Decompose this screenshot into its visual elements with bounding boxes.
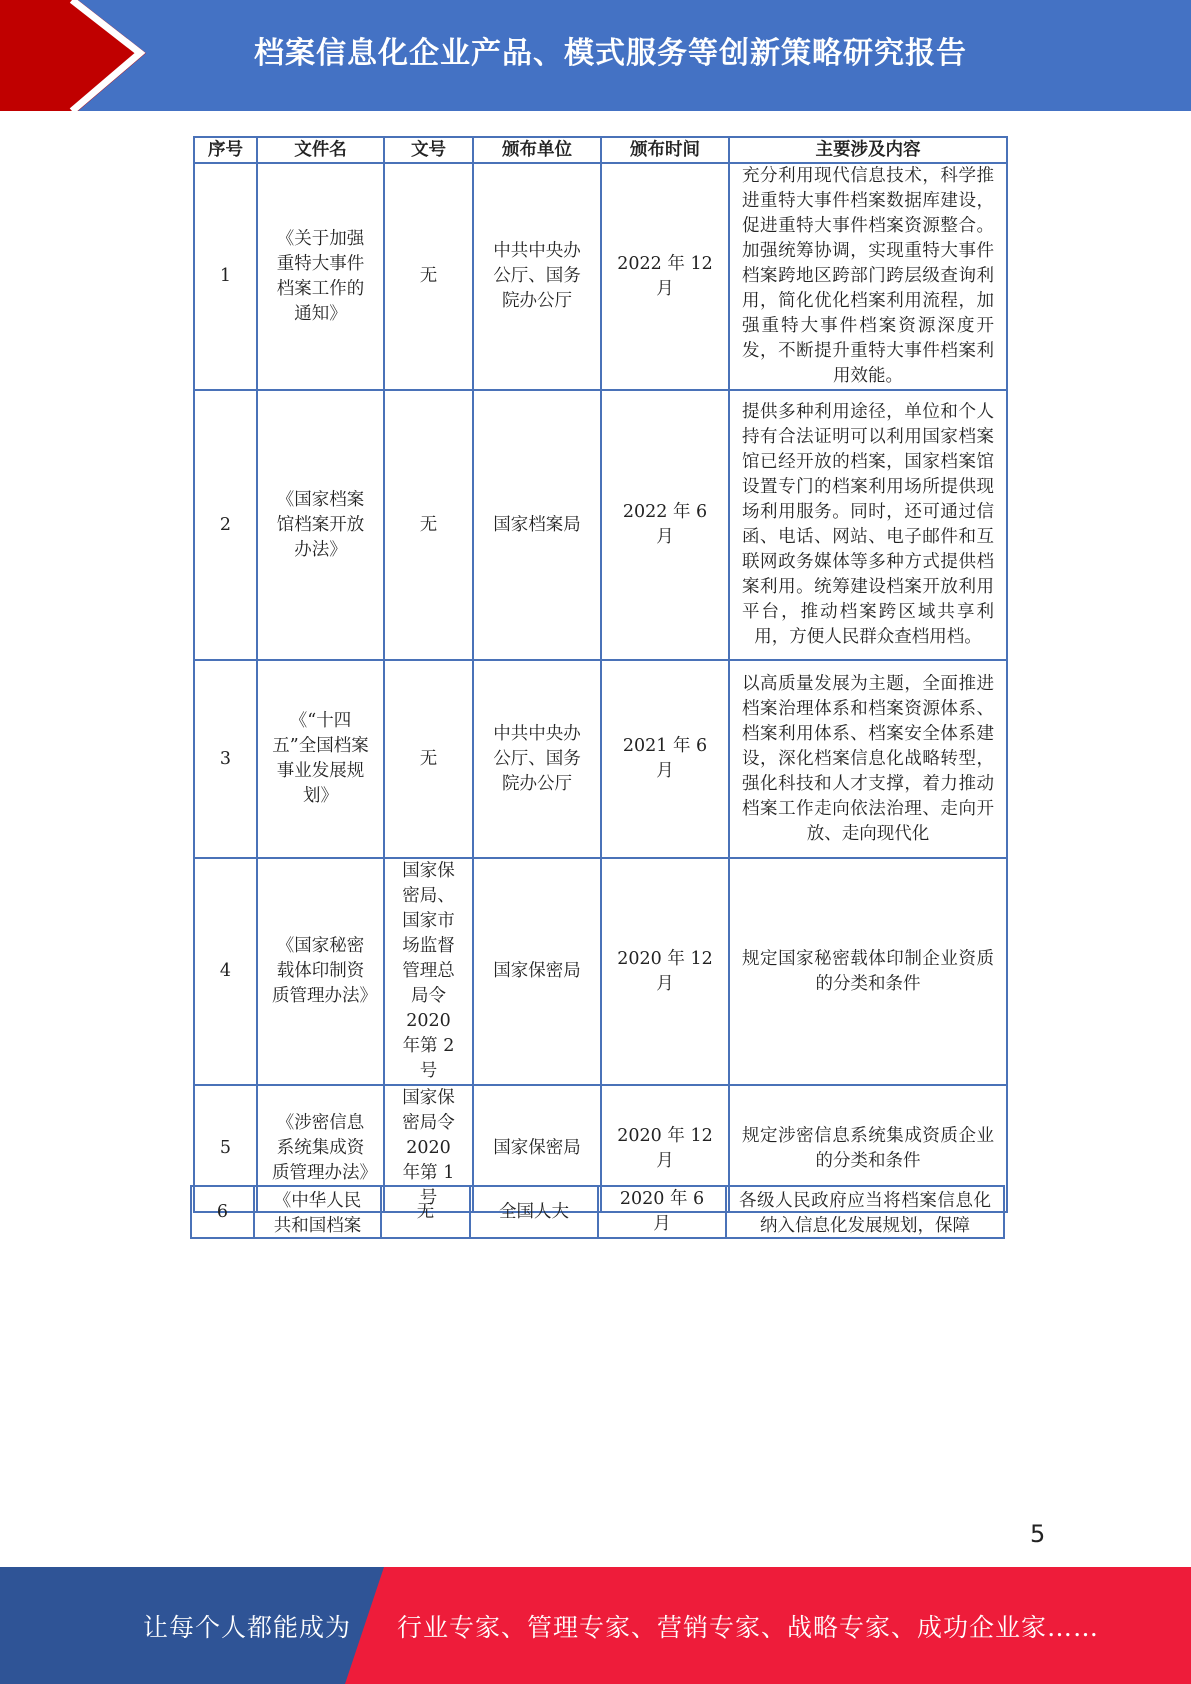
cell-name-text: 《中华人民共和国档案 (273, 1191, 362, 1236)
cell-no: 3 (194, 660, 257, 858)
table-row (194, 660, 1007, 858)
cell-content: 提供多种利用途径，单位和个人持有合法证明可以利用国家档案馆已经开放的档案，国家档案馆设置专门的档案利用场所提供现场利用服务。同时，还可通过信函、电话、网站、电子邮件和互联网政务媒体等多种方式提供档案利用。统筹建设档案开放利用平台，推动档案跨区域共享利用，方便人民群众查档用档。 (729, 390, 1007, 660)
cell-no: 6 (191, 1186, 254, 1238)
cell-name: 《“十四五”全国档案事业发展规划》 (257, 660, 384, 858)
cell-name (254, 1186, 381, 1238)
cell-docno: 无 (384, 390, 473, 660)
table-row (191, 1186, 1004, 1238)
regulations-table-continued (190, 1185, 1005, 1239)
cell-time: 2020 年 12 月 (601, 1085, 729, 1212)
cell-name: 《关于加强重特大事件档案工作的通知》 (257, 163, 384, 390)
table-row (194, 390, 1007, 660)
header-no: 序号 (194, 137, 257, 163)
cell-content: 规定国家秘密载体印制企业资质的分类和条件 (729, 858, 1007, 1085)
regulations-table (193, 136, 1008, 1213)
cell-unit: 全国人大 (470, 1186, 598, 1238)
cell-docno: 国家保密局、国家市场监督管理总局令 2020 年第 2 号 (384, 858, 473, 1085)
header-time: 颁布时间 (601, 137, 729, 163)
cell-content-text: 各级人民政府应当将档案信息化纳入信息化发展规划，保障 (739, 1191, 991, 1236)
cell-no: 4 (194, 858, 257, 1085)
cell-no: 5 (194, 1085, 257, 1212)
table-header-row (194, 137, 1007, 163)
cell-unit: 国家档案局 (473, 390, 601, 660)
cell-docno: 无 (384, 660, 473, 858)
cell-time: 2022 年 6 月 (601, 390, 729, 660)
cell-unit: 中共中央办公厅、国务院办公厅 (473, 660, 601, 858)
cell-no: 2 (194, 390, 257, 660)
table-row (194, 163, 1007, 390)
cell-time: 2022 年 12 月 (601, 163, 729, 390)
cell-unit: 国家保密局 (473, 1085, 601, 1212)
cell-unit: 国家保密局 (473, 858, 601, 1085)
cell-content: 以高质量发展为主题，全面推进档案治理体系和档案资源体系、档案利用体系、档案安全体系建设，深化档案信息化战略转型，强化科技和人才支撑，着力推动档案工作走向依法治理、走向开放、走向现代化 (729, 660, 1007, 858)
cell-name: 《国家档案馆档案开放办法》 (257, 390, 384, 660)
cell-time: 2020 年 6 月 (598, 1186, 726, 1238)
cell-content: 规定涉密信息系统集成资质企业的分类和条件 (729, 1085, 1007, 1212)
cell-docno: 无 (381, 1186, 470, 1238)
cell-name: 《国家秘密载体印制资质管理办法》 (257, 858, 384, 1085)
page-header (0, 0, 1191, 111)
cell-unit: 中共中央办公厅、国务院办公厅 (473, 163, 601, 390)
cell-time: 2021 年 6 月 (601, 660, 729, 858)
footer-slogan-right: 行业专家、管理专家、营销专家、战略专家、成功企业家…… (397, 1612, 1100, 1642)
table-row (194, 858, 1007, 1085)
cell-content: 充分利用现代信息技术，科学推进重特大事件档案数据库建设，促进重特大事件档案资源整合。加强统筹协调，实现重特大事件档案跨地区跨部门跨层级查询利用，简化优化档案利用流程，加强重特大事件档案资源深度开发，不断提升重特大事件档案利用效能。 (729, 163, 1007, 390)
page-footer (0, 1567, 1191, 1684)
cell-docno: 国家保密局令 2020 年第 1 号 (384, 1085, 473, 1212)
chevron-decoration-icon (0, 0, 150, 111)
report-title: 档案信息化企业产品、模式服务等创新策略研究报告 (254, 36, 967, 71)
cell-time: 2020 年 12 月 (601, 858, 729, 1085)
cell-no: 1 (194, 163, 257, 390)
cell-content (726, 1186, 1004, 1238)
cell-name: 《涉密信息系统集成资质管理办法》 (257, 1085, 384, 1212)
footer-slogan-left: 让每个人都能成为 (143, 1612, 352, 1642)
header-name: 文件名 (257, 137, 384, 163)
header-unit: 颁布单位 (473, 137, 601, 163)
header-docno: 文号 (384, 137, 473, 163)
page-number: 5 (1030, 1520, 1046, 1548)
cell-docno: 无 (384, 163, 473, 390)
header-content: 主要涉及内容 (729, 137, 1007, 163)
